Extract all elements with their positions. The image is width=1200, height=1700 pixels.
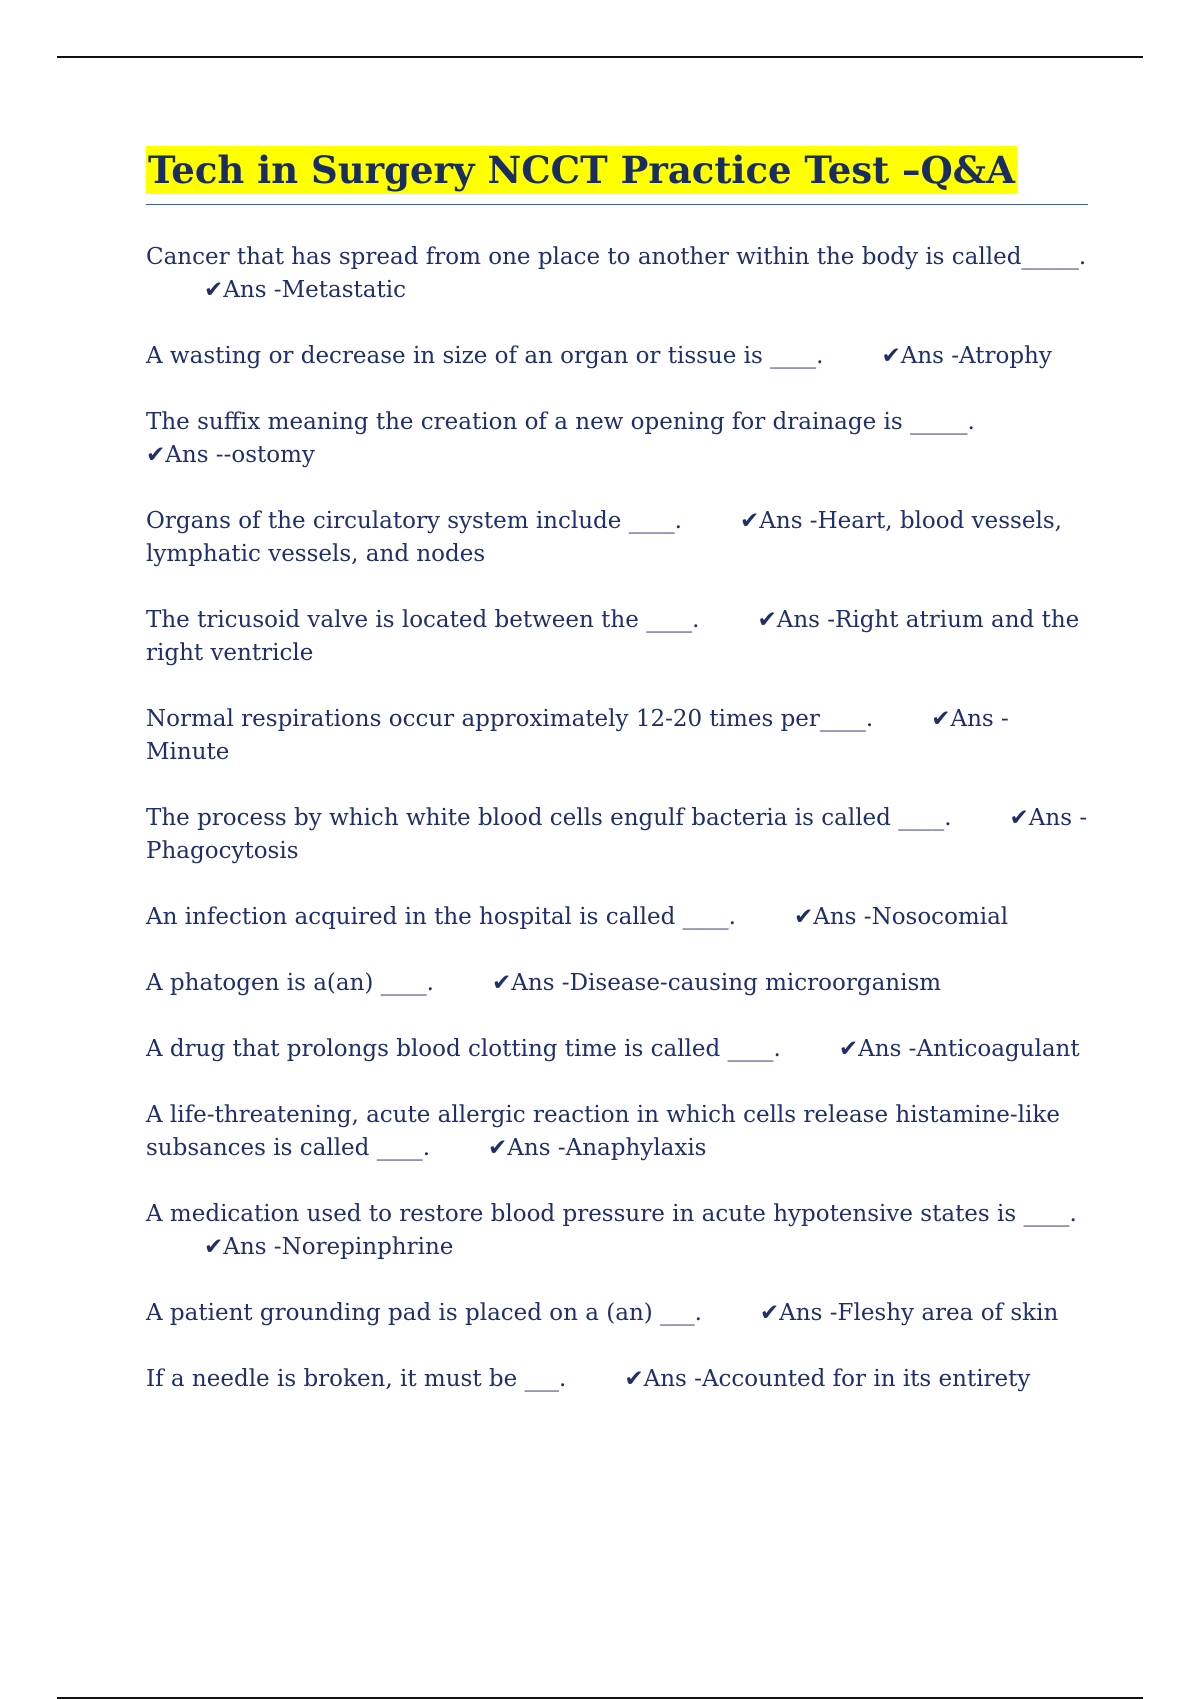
answer-text: Heart, blood vessels, lymphatic vessels, and nodes	[146, 508, 1062, 567]
qa-item-13	[146, 1297, 1088, 1330]
answer-prefix: ✔Ans -	[757, 607, 836, 633]
answer-text: Norepinphrine	[281, 1234, 454, 1260]
page-title: Tech in Surgery NCCT Practice Test –Q&A	[148, 148, 1015, 192]
qa-item-2	[146, 340, 1088, 373]
answer-prefix: ✔Ans -	[1009, 805, 1088, 831]
title-block	[146, 146, 1088, 205]
qa-item-7	[146, 802, 1088, 868]
document-page	[146, 146, 1088, 1429]
answer-text: Minute	[146, 739, 230, 765]
answer-text: Right atrium and the right ventricle	[146, 607, 1080, 666]
qa-item-3	[146, 406, 1088, 472]
question-text: A phatogen is a(an) ____.	[146, 970, 434, 996]
question-text: The process by which white blood cells engulf bacteria is called ____.	[146, 805, 952, 831]
answer-prefix: ✔Ans -	[204, 1234, 282, 1260]
qa-item-11	[146, 1099, 1088, 1165]
answer-prefix: ✔Ans -	[793, 904, 872, 930]
answer-prefix: ✔Ans -	[204, 277, 282, 303]
answer-prefix: ✔Ans -	[838, 1036, 917, 1062]
answer-prefix: ✔Ans -	[492, 970, 570, 996]
question-text: The tricusoid valve is located between the ____.	[146, 607, 700, 633]
question-text: Normal respirations occur approximately 12-20 times per____.	[146, 706, 874, 732]
answer-prefix: ✔Ans -	[146, 442, 224, 468]
question-text: Organs of the circulatory system include ____.	[146, 508, 682, 534]
qa-item-9	[146, 967, 1088, 1000]
question-text: Cancer that has spread from one place to another within the body is called_____.	[146, 244, 1087, 270]
qa-item-6	[146, 703, 1088, 769]
answer-prefix: ✔Ans -	[740, 508, 818, 534]
qa-item-12	[146, 1198, 1088, 1264]
question-text: A patient grounding pad is placed on a (an) ___.	[146, 1300, 702, 1326]
question-text: A wasting or decrease in size of an organ or tissue is ____.	[146, 343, 824, 369]
answer-text: Atrophy	[959, 343, 1052, 369]
answer-text: Fleshy area of skin	[837, 1300, 1059, 1326]
question-text: A life-threatening, acute allergic reaction in which cells release histamine-like subsances is called ____.	[146, 1102, 1060, 1161]
footer-rule	[57, 1697, 1143, 1699]
question-text: If a needle is broken, it must be ___.	[146, 1366, 567, 1392]
answer-text: -ostomy	[223, 442, 315, 468]
qa-item-10	[146, 1033, 1088, 1066]
question-text: The suffix meaning the creation of a new opening for drainage is _____.	[146, 409, 975, 435]
question-text: An infection acquired in the hospital is called ____.	[146, 904, 736, 930]
answer-prefix: ✔Ans -	[624, 1366, 702, 1392]
answer-prefix: ✔Ans -	[931, 706, 1009, 732]
answer-text: Anticoagulant	[916, 1036, 1080, 1062]
qa-item-8	[146, 901, 1088, 934]
question-text: A drug that prolongs blood clotting time is called ____.	[146, 1036, 781, 1062]
qa-item-5	[146, 604, 1088, 670]
qa-item-1	[146, 241, 1088, 307]
question-text: A medication used to restore blood pressure in acute hypotensive states is ____.	[146, 1201, 1077, 1227]
answer-text: Phagocytosis	[146, 838, 299, 864]
header-rule	[57, 56, 1143, 58]
answer-prefix: ✔Ans -	[881, 343, 960, 369]
qa-item-14	[146, 1363, 1088, 1396]
answer-text: Disease-causing microorganism	[569, 970, 942, 996]
qa-item-4	[146, 505, 1088, 571]
answer-prefix: ✔Ans -	[759, 1300, 838, 1326]
answer-prefix: ✔Ans -	[488, 1135, 566, 1161]
answer-text: Metastatic	[281, 277, 406, 303]
answer-text: Nosocomial	[871, 904, 1009, 930]
answer-text: Anaphylaxis	[565, 1135, 707, 1161]
answer-text: Accounted for in its entirety	[701, 1366, 1031, 1392]
